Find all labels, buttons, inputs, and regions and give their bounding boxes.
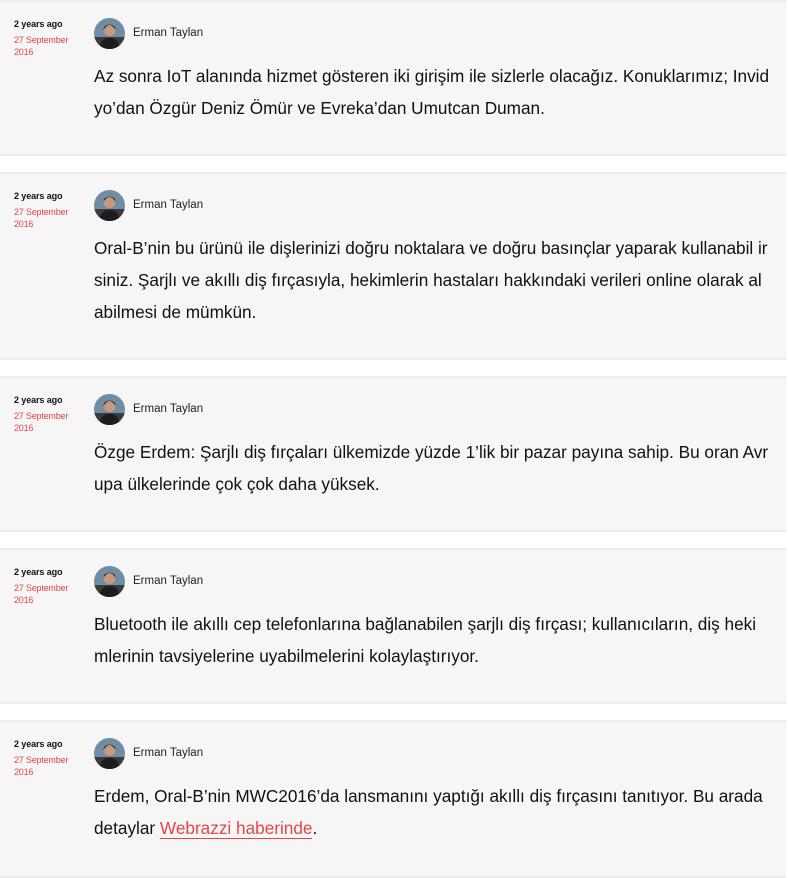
entry-text-before: Erdem, Oral-B’nin MWC2016’da lansmanını yaptığı akıllı diş fırçasını tanıtıyor. Bu arada detaylar bbox=[94, 786, 763, 838]
entry-date: 27 September 2016 bbox=[14, 755, 69, 777]
live-entry bbox=[0, 0, 786, 156]
author-name[interactable]: Erman Taylan bbox=[133, 27, 204, 39]
live-entry bbox=[0, 376, 786, 532]
relative-time: 2 years ago bbox=[14, 19, 63, 29]
author bbox=[94, 189, 203, 221]
relative-time: 2 years ago bbox=[14, 567, 63, 577]
entry-date: 27 September 2016 bbox=[14, 583, 69, 605]
author bbox=[94, 393, 203, 425]
entry-date: 27 September 2016 bbox=[14, 35, 69, 57]
entry-date: 27 September 2016 bbox=[14, 411, 69, 433]
live-entry bbox=[0, 172, 786, 360]
avatar bbox=[94, 738, 125, 769]
entry-text: Oral-B’nin bu ürünü ile dişlerinizi doğru noktalara ve doğru basınçlar yaparak kullanabil irsiniz. Şarjlı ve akıllı diş fırçasıyla, hekimlerin hastaları hakkındaki verileri online olarak al abilmesi de mümkün. bbox=[94, 238, 768, 322]
entry-text: Bluetooth ile akıllı cep telefonlarına bağlanabilen şarjlı diş fırçası; kullanıcıların, diş heki mlerinin tavsiyelerine uyabilmelerini kolaylaştırıyor. bbox=[94, 614, 757, 666]
avatar bbox=[94, 18, 125, 49]
entry-meta bbox=[14, 566, 84, 606]
live-entry bbox=[0, 548, 786, 704]
entry-date: 27 September 2016 bbox=[14, 207, 69, 229]
relative-time: 2 years ago bbox=[14, 191, 63, 201]
author bbox=[94, 565, 203, 597]
author-name[interactable]: Erman Taylan bbox=[133, 403, 204, 415]
avatar bbox=[94, 566, 125, 597]
webrazzi-news-link[interactable]: Webrazzi haberinde bbox=[159, 818, 313, 838]
author-name[interactable]: Erman Taylan bbox=[133, 747, 204, 759]
avatar bbox=[94, 394, 125, 425]
entry-text-after: . bbox=[312, 818, 318, 838]
entry-meta bbox=[14, 18, 84, 58]
entry-meta bbox=[14, 394, 84, 434]
author bbox=[94, 17, 203, 49]
entry-text: Az sonra IoT alanında hizmet gösteren iki girişim ile sizlerle olacağız. Konuklarımız; Invid yo’dan Özgür Deniz Ömür ve Evreka’dan Umutcan Duman. bbox=[94, 66, 770, 118]
relative-time: 2 years ago bbox=[14, 739, 63, 749]
entry-text bbox=[94, 780, 774, 844]
entry-meta bbox=[14, 738, 84, 778]
entry-text: Özge Erdem: Şarjlı diş fırçaları ülkemizde yüzde 1’lik bir pazar payına sahip. Bu oran Avr upa ülkelerinde çok çok daha yüksek. bbox=[94, 442, 769, 494]
entry-meta bbox=[14, 190, 84, 230]
relative-time: 2 years ago bbox=[14, 395, 63, 405]
author-name[interactable]: Erman Taylan bbox=[133, 575, 204, 587]
avatar bbox=[94, 190, 125, 221]
author-name[interactable]: Erman Taylan bbox=[133, 199, 204, 211]
live-entry bbox=[0, 720, 786, 878]
author bbox=[94, 737, 203, 769]
